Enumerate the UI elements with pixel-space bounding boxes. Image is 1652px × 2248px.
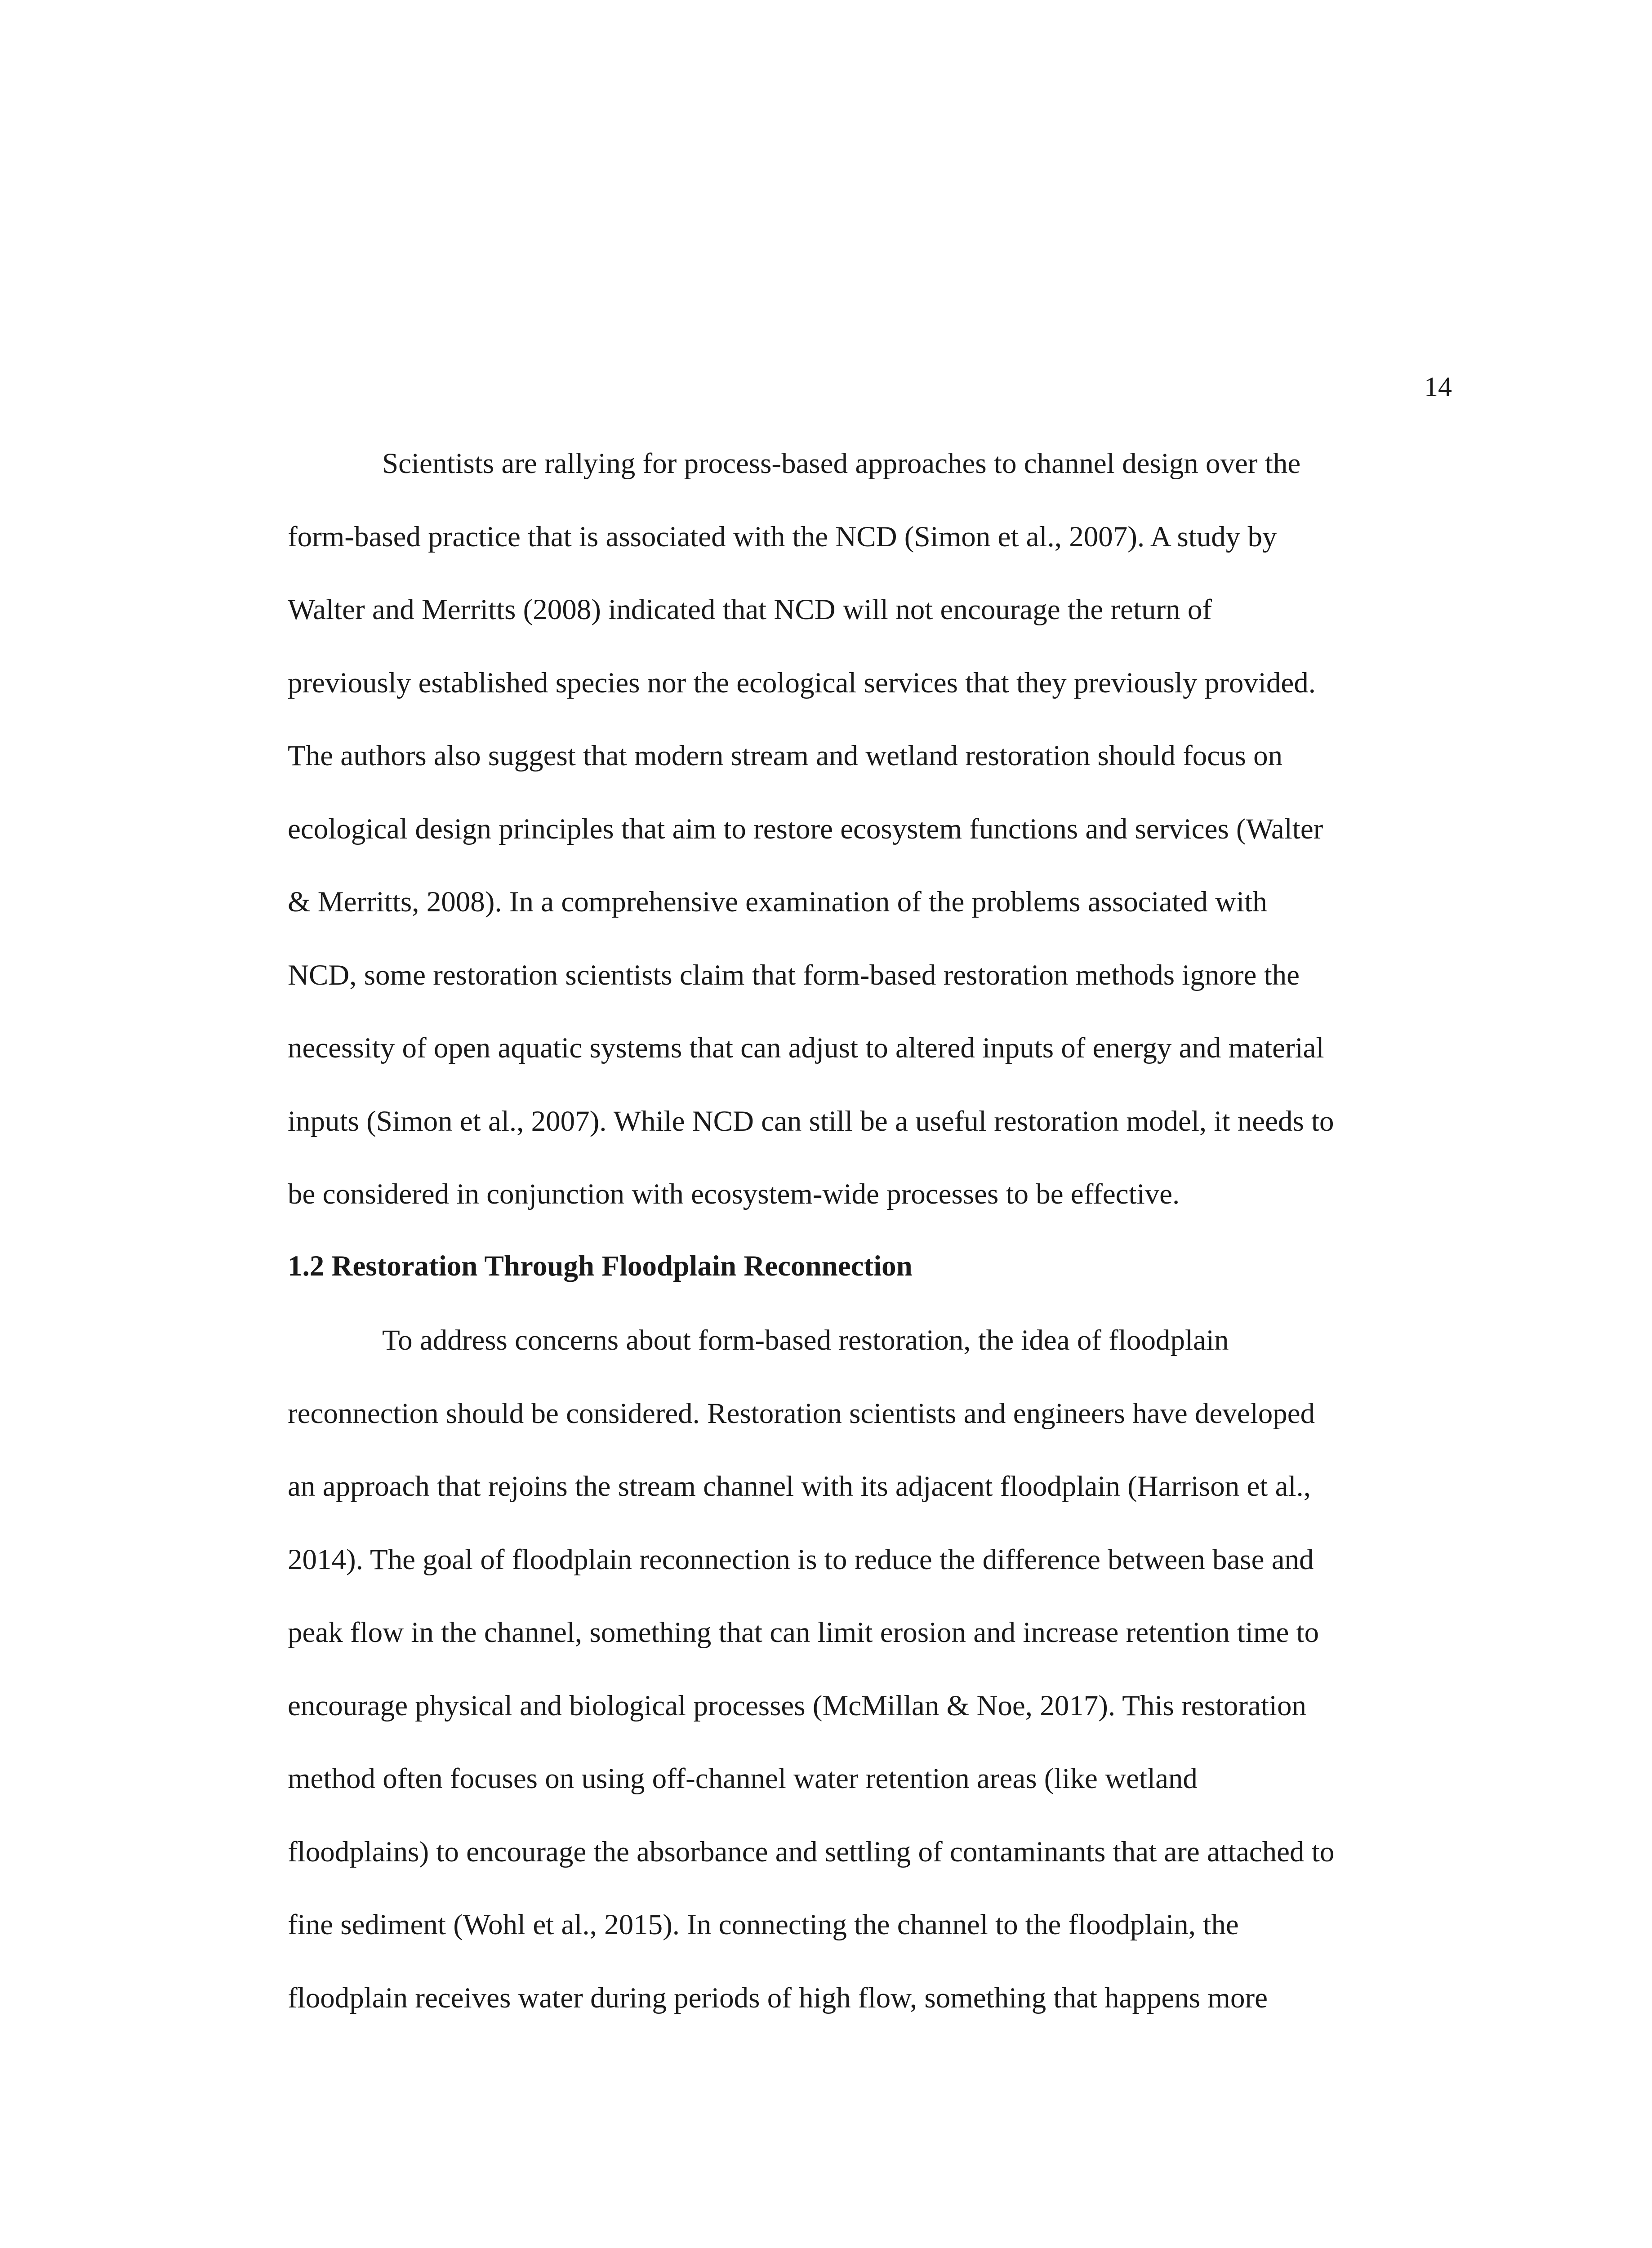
text-line: fine sediment (Wohl et al., 2015). In connecting the channel to the floodplain, the <box>288 1909 1239 1941</box>
text-line: an approach that rejoins the stream channel with its adjacent floodplain (Harrison et al., <box>288 1470 1311 1503</box>
text-line: Scientists are rallying for process-based approaches to channel design over the <box>382 447 1301 480</box>
text-line: peak flow in the channel, something that can limit erosion and increase retention time to <box>288 1616 1319 1649</box>
text-line: Walter and Merritts (2008) indicated that NCD will not encourage the return of <box>288 593 1212 626</box>
text-line: ecological design principles that aim to restore ecosystem functions and services (Walter <box>288 812 1323 845</box>
text-line: inputs (Simon et al., 2007). While NCD can still be a useful restoration model, it needs to <box>288 1105 1334 1137</box>
text-line: necessity of open aquatic systems that can adjust to altered inputs of energy and material <box>288 1032 1324 1064</box>
text-line: reconnection should be considered. Restoration scientists and engineers have developed <box>288 1397 1315 1430</box>
text-line: floodplain receives water during periods of high flow, something that happens more <box>288 1981 1268 2014</box>
text-line: encourage physical and biological processes (McMillan & Noe, 2017). This restoration <box>288 1689 1306 1722</box>
text-line: NCD, some restoration scientists claim that form-based restoration methods ignore the <box>288 959 1300 991</box>
text-line: 2014). The goal of floodplain reconnection is to reduce the difference between base and <box>288 1543 1314 1576</box>
section-heading: 1.2 Restoration Through Floodplain Reconnection <box>288 1250 913 1282</box>
text-line: The authors also suggest that modern stream and wetland restoration should focus on <box>288 740 1283 772</box>
text-line: & Merritts, 2008). In a comprehensive examination of the problems associated with <box>288 886 1267 918</box>
text-line: To address concerns about form-based restoration, the idea of floodplain <box>382 1324 1229 1356</box>
text-line: floodplains) to encourage the absorbance and settling of contaminants that are attached to <box>288 1835 1335 1868</box>
paragraph-floodplain-reconnection <box>288 1304 1465 2034</box>
page-number: 14 <box>1424 372 1452 402</box>
text-line: previously established species nor the ecological services that they previously provided. <box>288 666 1316 699</box>
text-line: method often focuses on using off-channel water retention areas (like wetland <box>288 1762 1198 1795</box>
text-line: be considered in conjunction with ecosystem-wide processes to be effective. <box>288 1178 1180 1210</box>
paragraph-ncd-critique <box>288 427 1465 1231</box>
text-line: form-based practice that is associated with the NCD (Simon et al., 2007). A study by <box>288 520 1277 553</box>
